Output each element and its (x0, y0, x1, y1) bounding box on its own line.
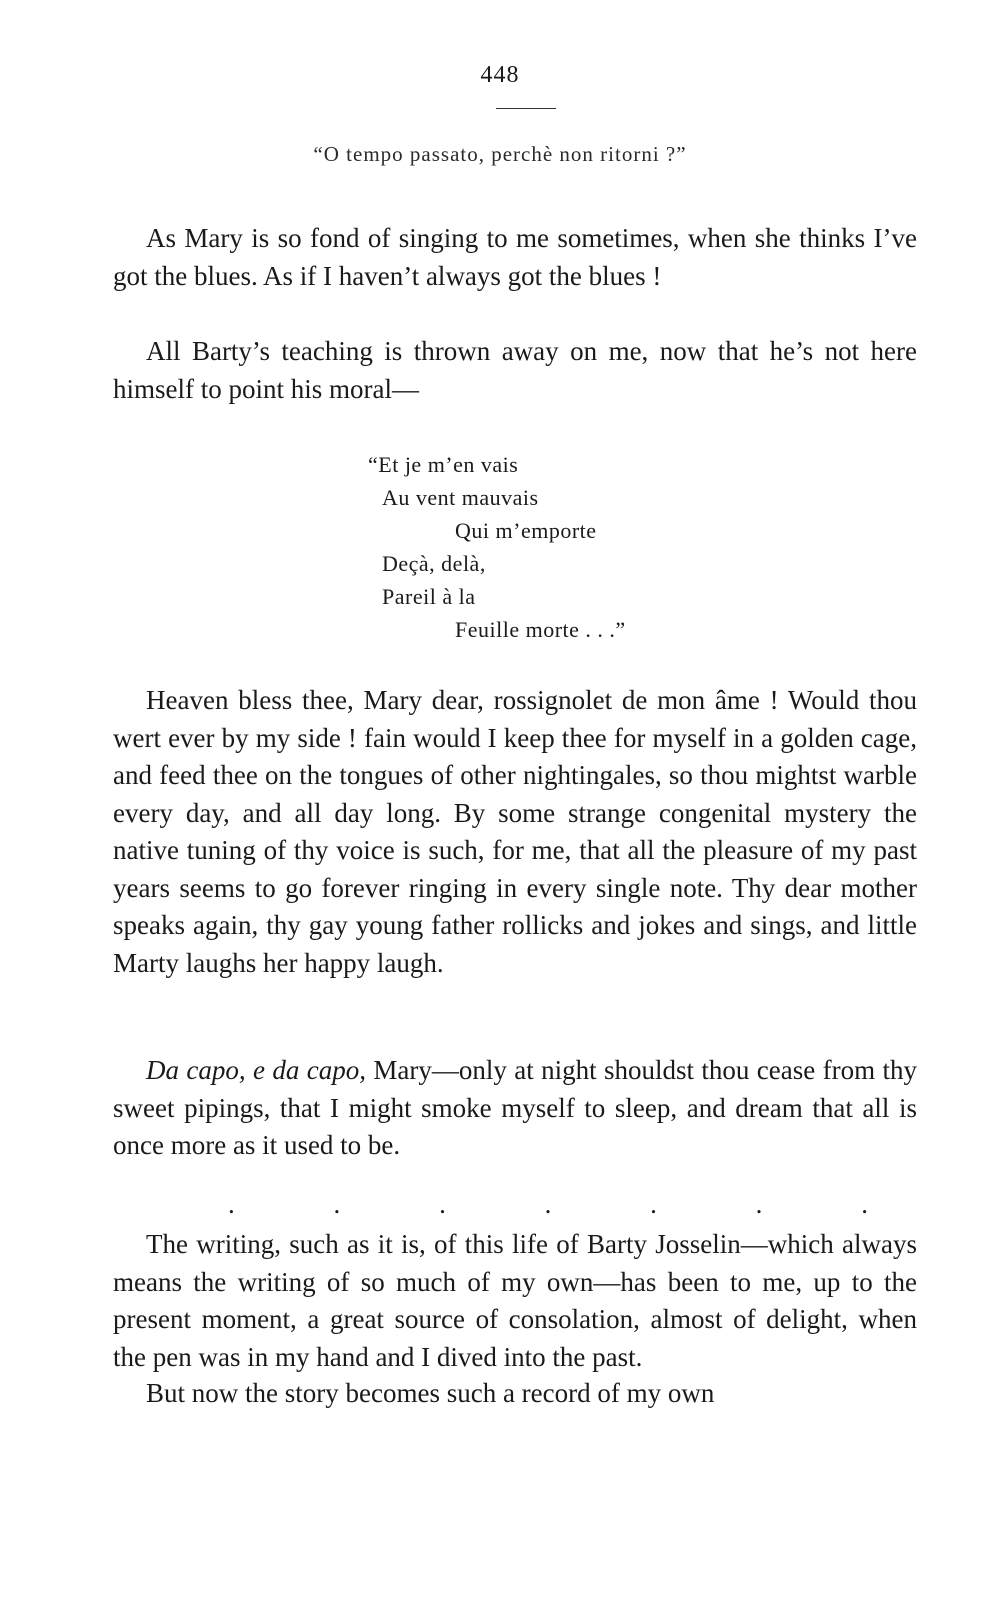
page-number: 448 (480, 62, 520, 88)
paragraph-4 (113, 1052, 917, 1165)
paragraph-6: But now the story becomes such a record of my own (146, 1378, 715, 1408)
italic-phrase: Da capo, e da capo, (146, 1055, 366, 1085)
section-separator (228, 1189, 868, 1220)
separator-dot: . (333, 1189, 341, 1219)
epigraph: “O tempo passato, perchè non ritorni ?” (313, 142, 687, 166)
separator-dot: . (650, 1189, 657, 1219)
paragraph-3: Heaven bless thee, Mary dear, rossignolet de mon âme ! Would thou wert ever by my side ! fain would I keep thee for myself in a golden cage, and feed thee on the tongues of other nightingales, so thou mightst warble every day, and all day long. By some strange congenital mystery the native tuning of thy voice is such, for me, that all the pleasure of my past years seems to go forever ringing in every single note. Thy dear mother speaks again, thy gay young father rollicks and jokes and sings, and little Marty laughs her happy laugh. (113, 685, 917, 978)
separator-dot: . (439, 1189, 446, 1219)
poem-line: Au vent mauvais (382, 485, 539, 510)
poem-line: Qui m’emporte (455, 518, 597, 543)
poem-quote (368, 448, 626, 646)
poem-line: Pareil à la (382, 584, 476, 609)
separator-dot: . (228, 1189, 235, 1219)
poem-line: Feuille morte . . .” (455, 617, 626, 642)
separator-dot: . (861, 1189, 868, 1219)
paragraph-5: The writing, such as it is, of this life of Barty Josselin—which always means the writing of so much of my own—has been to me, up to the present moment, a great source of consolation, almost of delight, when the pen was in my hand and I dived into the past. (113, 1229, 917, 1372)
paragraph-4-text: Mary—only at night shouldst thou cease from thy sweet pipings, that I might smoke myself to sleep, and dream that all is once more as it used to be. (113, 1055, 918, 1160)
separator-dot: . (755, 1189, 763, 1219)
paragraph-1: As Mary is so fond of singing to me sometimes, when she thinks I’ve got the blues. As if I haven’t always got the blues ! (113, 223, 917, 291)
poem-line: “Et je m’en vais (368, 452, 519, 477)
poem-line: Deçà, delà, (382, 551, 486, 576)
paragraph-2: All Barty’s teaching is thrown away on me, now that he’s not here himself to point his moral— (113, 336, 917, 404)
separator-dot: . (544, 1189, 552, 1219)
page-number-rule (496, 108, 556, 109)
